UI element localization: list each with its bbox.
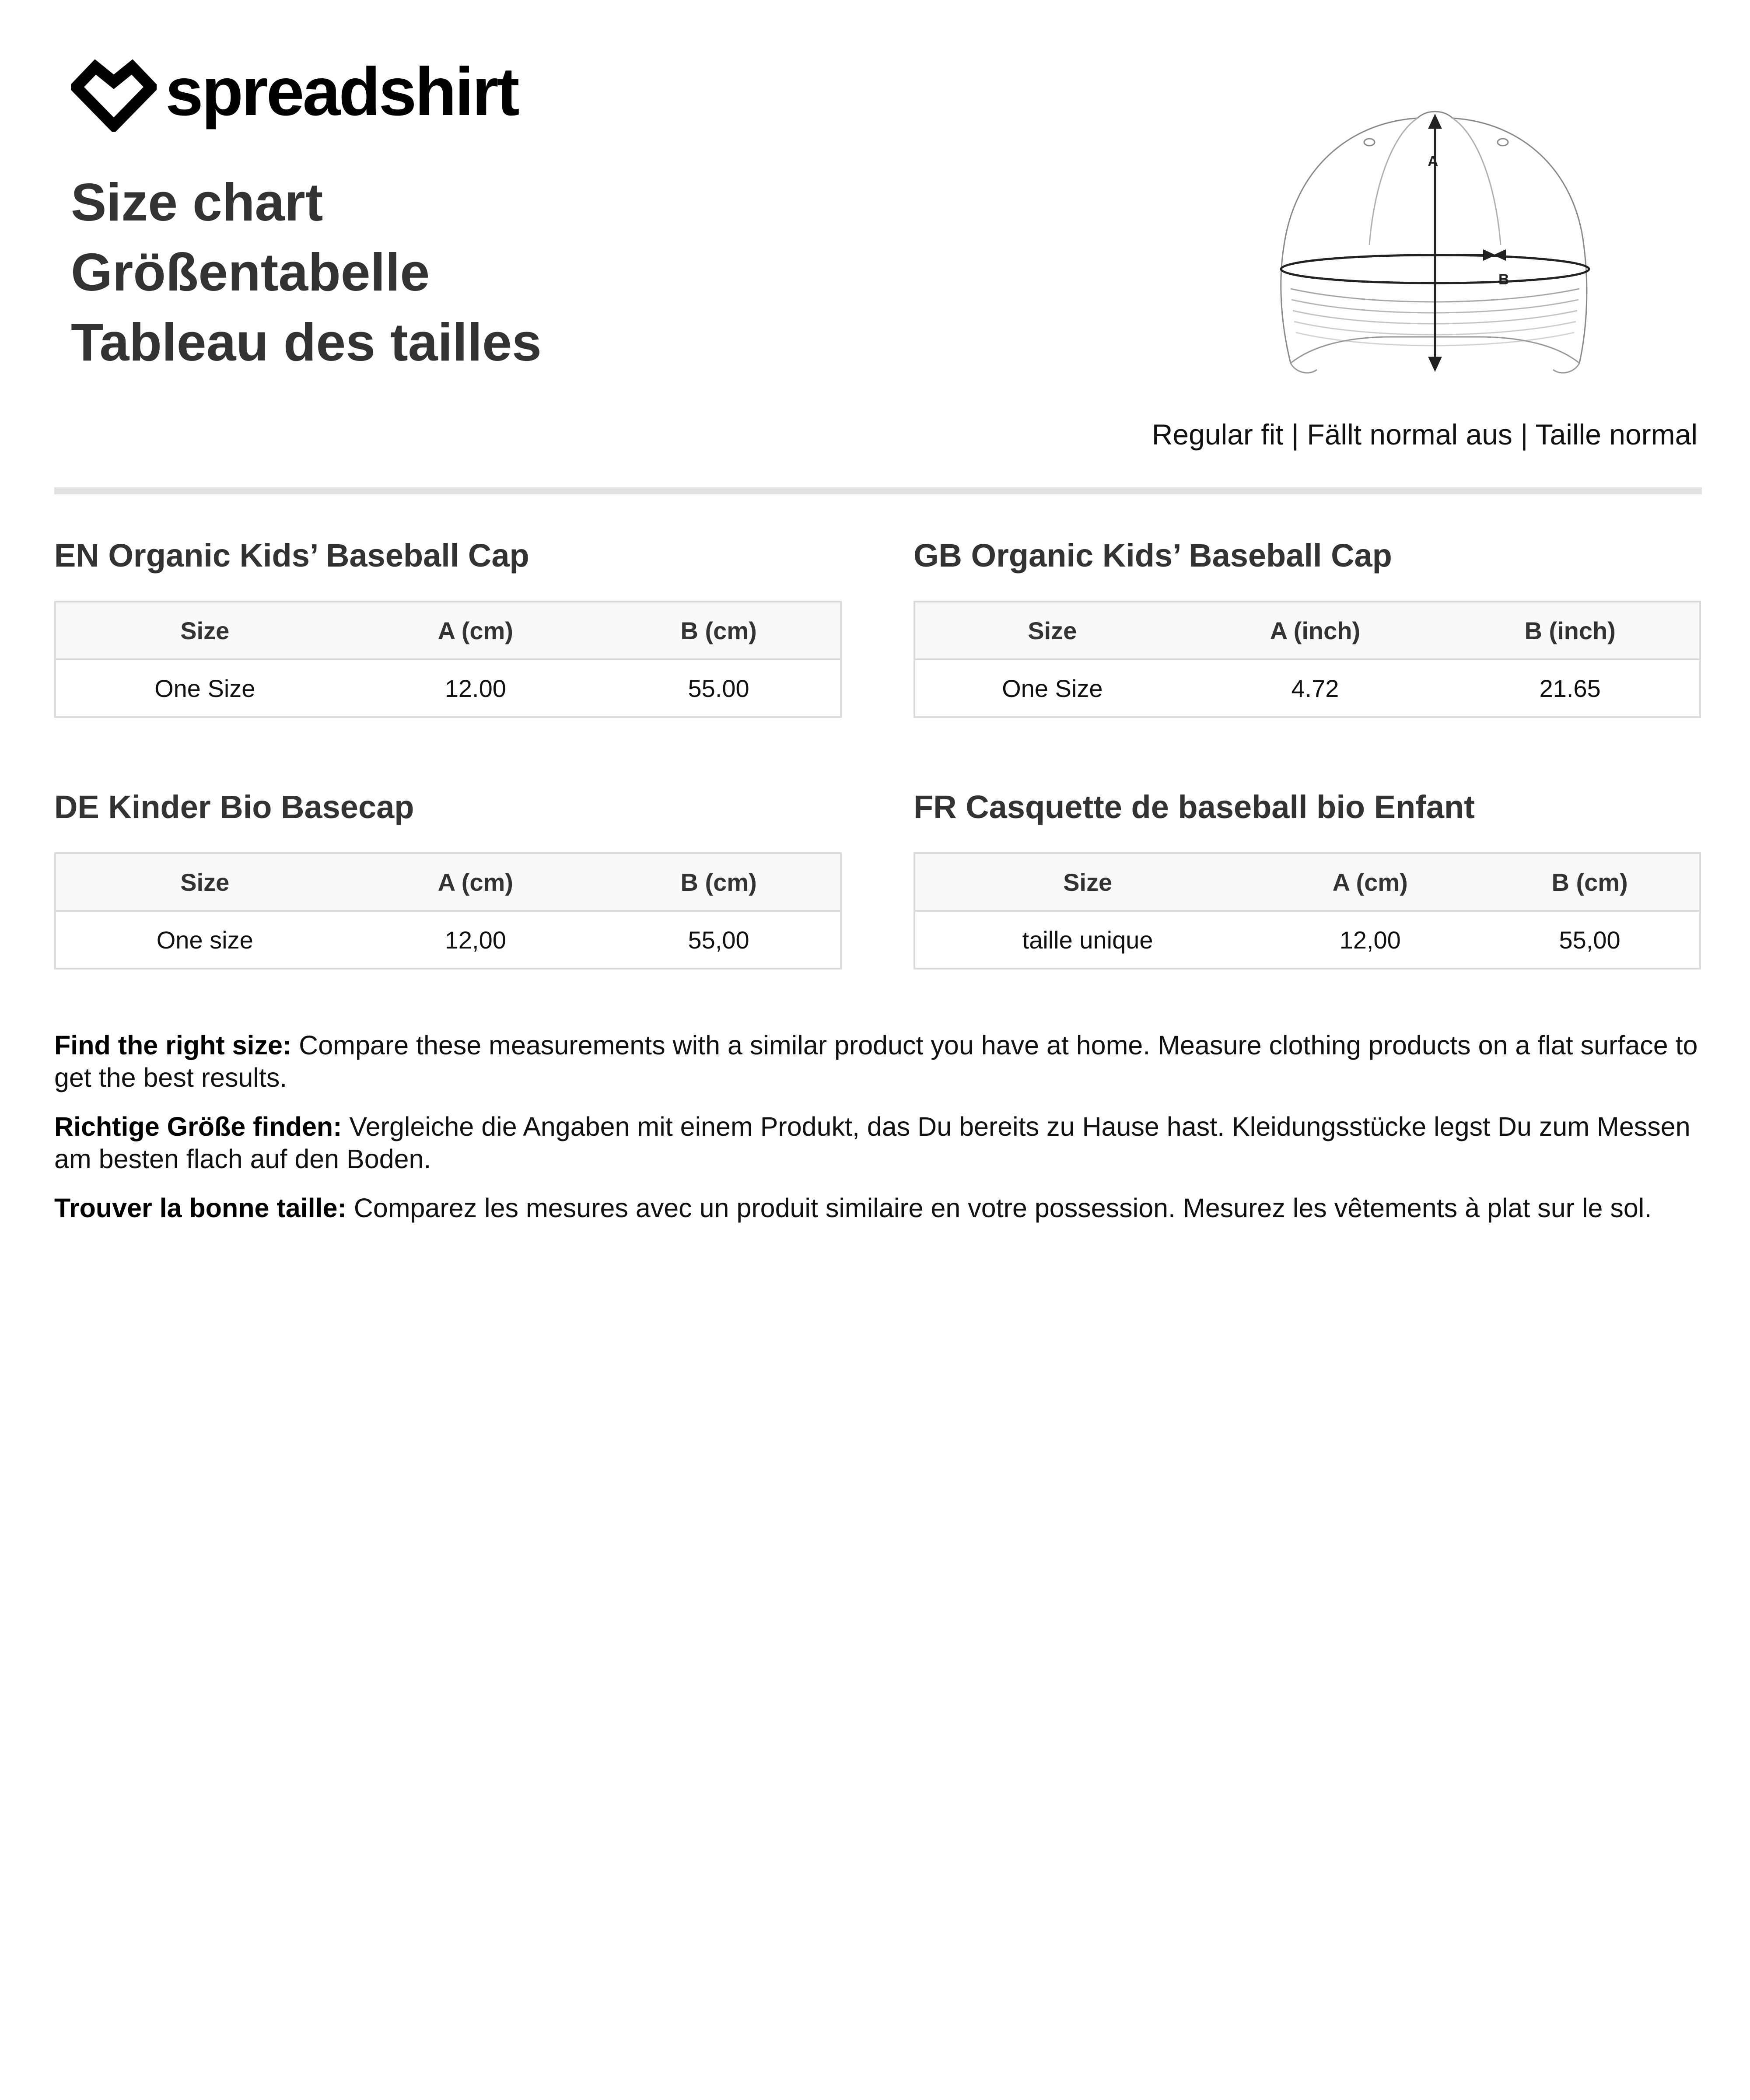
column-header: Size [914, 853, 1260, 911]
size-table [914, 601, 1701, 718]
column-header: B (inch) [1441, 602, 1700, 659]
note-label: Richtige Größe finden: [54, 1112, 342, 1141]
size-section-en [54, 536, 842, 718]
brand-name: spreadshirt [165, 54, 518, 130]
section-title: DE Kinder Bio Basecap [54, 789, 414, 825]
table-cell: 4.72 [1190, 659, 1441, 717]
size-table [914, 852, 1701, 970]
column-header: A (cm) [1260, 853, 1480, 911]
table-cell: 55,00 [597, 911, 841, 969]
table-header-row [55, 853, 841, 911]
divider [54, 487, 1702, 494]
table-cell: 55,00 [1480, 911, 1700, 969]
title-de: Größentabelle [71, 242, 430, 302]
table-row [55, 911, 841, 969]
table-cell: One size [55, 911, 354, 969]
table-row [914, 659, 1700, 717]
label-a: A [1428, 153, 1438, 170]
table-cell: One Size [55, 659, 354, 717]
note-text: Vergleiche die Angaben mit einem Produkt, das Du bereits zu Hause hast. Kleidungsstücke legst Du zum Messen am besten flach auf den Boden. [54, 1112, 1690, 1174]
note-fr [54, 1192, 1708, 1224]
size-section-fr [914, 788, 1701, 970]
table-row [914, 911, 1700, 969]
section-title: GB Organic Kids’ Baseball Cap [914, 537, 1392, 574]
table-cell: 55.00 [597, 659, 841, 717]
table-cell: 12,00 [1260, 911, 1480, 969]
column-header: A (inch) [1190, 602, 1441, 659]
table-header-row [914, 853, 1700, 911]
section-title: FR Casquette de baseball bio Enfant [914, 789, 1475, 825]
note-text: Compare these measurements with a similar product you have at home. Measure clothing products on a flat surface to get the best results. [54, 1030, 1698, 1092]
heart-diamond-logo-icon [71, 59, 157, 132]
title-en: Size chart [71, 172, 323, 232]
sizing-notes [54, 1029, 1708, 1241]
table-cell: 12,00 [354, 911, 597, 969]
size-table [54, 601, 842, 718]
table-cell: One Size [914, 659, 1190, 717]
table-cell: 12.00 [354, 659, 597, 717]
title-fr: Tableau des tailles [71, 312, 542, 372]
table-cell: 21.65 [1441, 659, 1700, 717]
table-header-row [914, 602, 1700, 659]
table-header-row [55, 602, 841, 659]
column-header: B (cm) [597, 853, 841, 911]
label-b: B [1498, 271, 1509, 288]
page-titles [71, 167, 542, 377]
column-header: A (cm) [354, 853, 597, 911]
size-section-de [54, 788, 842, 970]
size-table [54, 852, 842, 970]
column-header: Size [55, 602, 354, 659]
cap-measurement-diagram [1260, 101, 1601, 381]
note-de [54, 1110, 1708, 1175]
column-header: Size [914, 602, 1190, 659]
size-section-gb [914, 536, 1701, 718]
table-row [55, 659, 841, 717]
fit-description: Regular fit | Fällt normal aus | Taille normal [1152, 418, 1698, 451]
note-label: Find the right size: [54, 1030, 292, 1060]
column-header: Size [55, 853, 354, 911]
column-header: A (cm) [354, 602, 597, 659]
column-header: B (cm) [1480, 853, 1700, 911]
column-header: B (cm) [597, 602, 841, 659]
note-label: Trouver la bonne taille: [54, 1193, 346, 1223]
section-title: EN Organic Kids’ Baseball Cap [54, 537, 529, 574]
note-text: Comparez les mesures avec un produit similaire en votre possession. Mesurez les vêtements à plat sur le sol. [346, 1193, 1652, 1223]
note-en [54, 1029, 1708, 1094]
table-cell: taille unique [914, 911, 1260, 969]
brand-logo [71, 54, 518, 132]
